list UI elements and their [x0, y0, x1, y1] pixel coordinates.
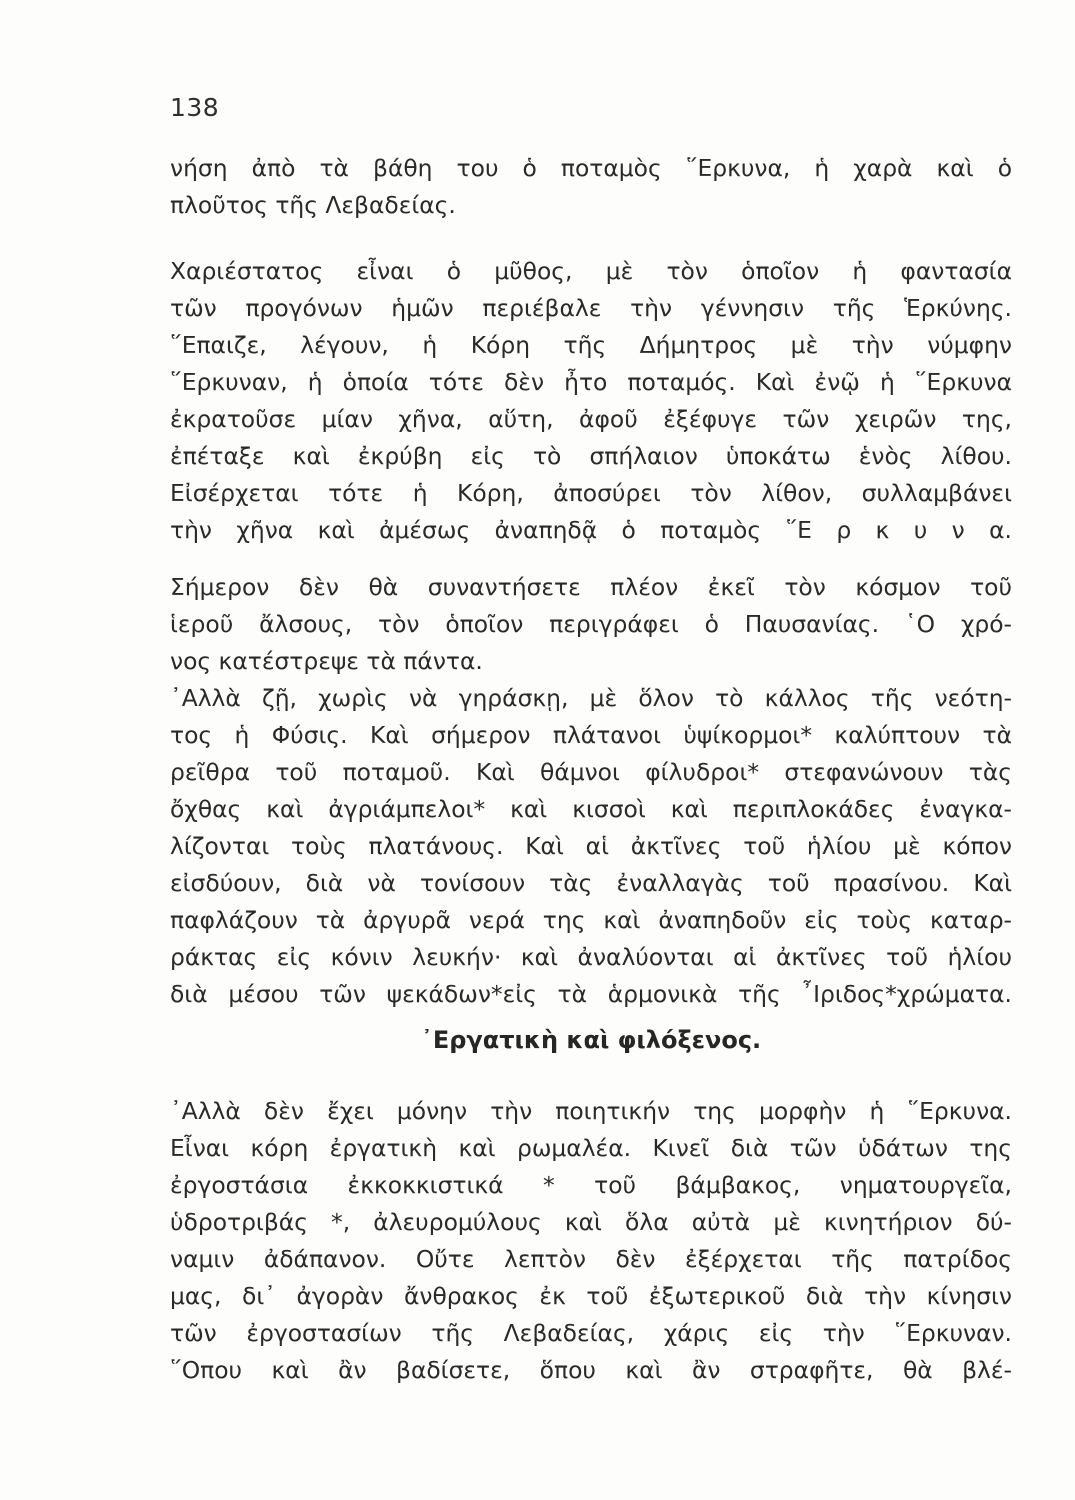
paragraph-1 — [170, 150, 1012, 224]
text-line: νήση ἀπὸ τὰ βάθη του ὁ ποταμὸς ῞Ερκυνα, ἡ χαρὰ καὶ ὁ — [170, 154, 1012, 182]
text-line: τὴν χῆνα καὶ ἀμέσως ἀναπηδᾷ ὁ ποταμὸς ῞Ε ρ κ υ ν α. — [170, 516, 1012, 544]
text-line: παφλάζουν τὰ ἀργυρᾶ νερά της καὶ ἀναπηδοῦν εἰς τοὺς καταρ- — [170, 906, 1012, 934]
text-line: διὰ μέσου τῶν ψεκάδων*εἰς τὰ ἁρμονικὰ τῆς ῏Ιριδος*χρώματα. — [170, 980, 1012, 1008]
text-line: ῞Επαιζε, λέγουν, ἡ Κόρη τῆς Δήμητρος μὲ τὴν νύμφην — [170, 331, 1012, 359]
text-line: τος ἡ Φύσις. Καὶ σήμερον πλάτανοι ὑψίκορμοι* καλύπτουν τὰ — [170, 721, 1012, 749]
text-line: μας, δι᾿ ἀγορὰν ἄνθρακος ἐκ τοῦ ἐξωτερικοῦ διὰ τὴν κίνησιν — [170, 1282, 1012, 1310]
text-line: Χαριέστατος εἶναι ὁ μῦθος, μὲ τὸν ὁποῖον ἡ φαντασία — [170, 257, 1012, 285]
text-line: Εἰσέρχεται τότε ἡ Κόρη, ἀποσύρει τὸν λίθον, συλλαμβάνει — [170, 479, 1012, 507]
text-line: ἐκρατοῦσε μίαν χῆνα, αὕτη, ἀφοῦ ἐξέφυγε τῶν χειρῶν της, — [170, 405, 1012, 433]
text-line: ᾿Αλλὰ ζῇ, χωρὶς νὰ γηράσκῃ, μὲ ὅλον τὸ κάλλος τῆς νεότη- — [170, 684, 1012, 712]
paragraph-3 — [170, 569, 1012, 1013]
text-line: τῶν ἐργοστασίων τῆς Λεβαδείας, χάρις εἰς τὴν ῞Ερκυναν. — [170, 1319, 1012, 1347]
text-line: Σήμερον δὲν θὰ συναντήσετε πλέον ἐκεῖ τὸν κόσμον τοῦ — [170, 573, 1012, 601]
text-line: πλοῦτος τῆς Λεβαδείας. — [170, 191, 456, 219]
text-line: εἰσδύουν, διὰ νὰ τονίσουν τὰς ἐναλλαγὰς τοῦ πρασίνου. Καὶ — [170, 869, 1012, 897]
text-line: ρεῖθρα τοῦ ποταμοῦ. Καὶ θάμνοι φίλυδροι* στεφανώνουν τὰς — [170, 758, 1012, 786]
text-line: ναμιν ἀδάπανον. Οὔτε λεπτὸν δὲν ἐξέρχεται τῆς πατρίδος — [170, 1245, 1012, 1273]
page-number: 138 — [170, 93, 220, 122]
text-line: ᾿Αλλὰ δὲν ἔχει μόνην τὴν ποιητικήν της μορφὴν ἡ ῞Ερκυνα. — [170, 1097, 1012, 1125]
text-line: ῞Οπου καὶ ἂν βαδίσετε, ὅπου καὶ ἂν στραφῆτε, θὰ βλέ- — [170, 1356, 1012, 1384]
text-line: τῶν προγόνων ἡμῶν περιέβαλε τὴν γέννησιν τῆς Ἑρκύνης. — [170, 294, 1012, 322]
section-heading: ᾿Εργατικὴ καὶ φιλόξενος. — [420, 1026, 762, 1054]
text-line: ὄχθας καὶ ἀγριάμπελοι* καὶ κισσοὶ καὶ περιπλοκάδες ἐναγκα- — [170, 795, 1012, 823]
text-line: νος κατέστρεψε τὰ πάντα. — [170, 647, 483, 675]
paragraph-2 — [170, 253, 1012, 549]
text-line: ὑδροτριβάς *, ἀλευρομύλους καὶ ὅλα αὐτὰ μὲ κινητήριον δύ- — [170, 1208, 1012, 1236]
text-line: ἐπέταξε καὶ ἐκρύβη εἰς τὸ σπήλαιον ὑποκάτω ἑνὸς λίθου. — [170, 442, 1012, 470]
text-line: ῞Ερκυναν, ἡ ὁποία τότε δὲν ἦτο ποταμός. Καὶ ἐνῷ ἡ ῞Ερκυνα — [170, 368, 1012, 396]
text-line: Εἶναι κόρη ἐργατικὴ καὶ ρωμαλέα. Κινεῖ διὰ τῶν ὑδάτων της — [170, 1134, 1012, 1162]
text-line: ράκτας εἰς κόνιν λευκήν· καὶ ἀναλύονται αἱ ἀκτῖνες τοῦ ἡλίου — [170, 943, 1012, 971]
text-line: ἐργοστάσια ἐκκοκκιστικά * τοῦ βάμβακος, νηματουργεῖα, — [170, 1171, 1012, 1199]
text-line: λίζονται τοὺς πλατάνους. Καὶ αἱ ἀκτῖνες τοῦ ἡλίου μὲ κόπον — [170, 832, 1012, 860]
paragraph-4 — [170, 1093, 1012, 1389]
text-line: ἱεροῦ ἄλσους, τὸν ὁποῖον περιγράφει ὁ Παυσανίας. ῾Ο χρό- — [170, 610, 1012, 638]
